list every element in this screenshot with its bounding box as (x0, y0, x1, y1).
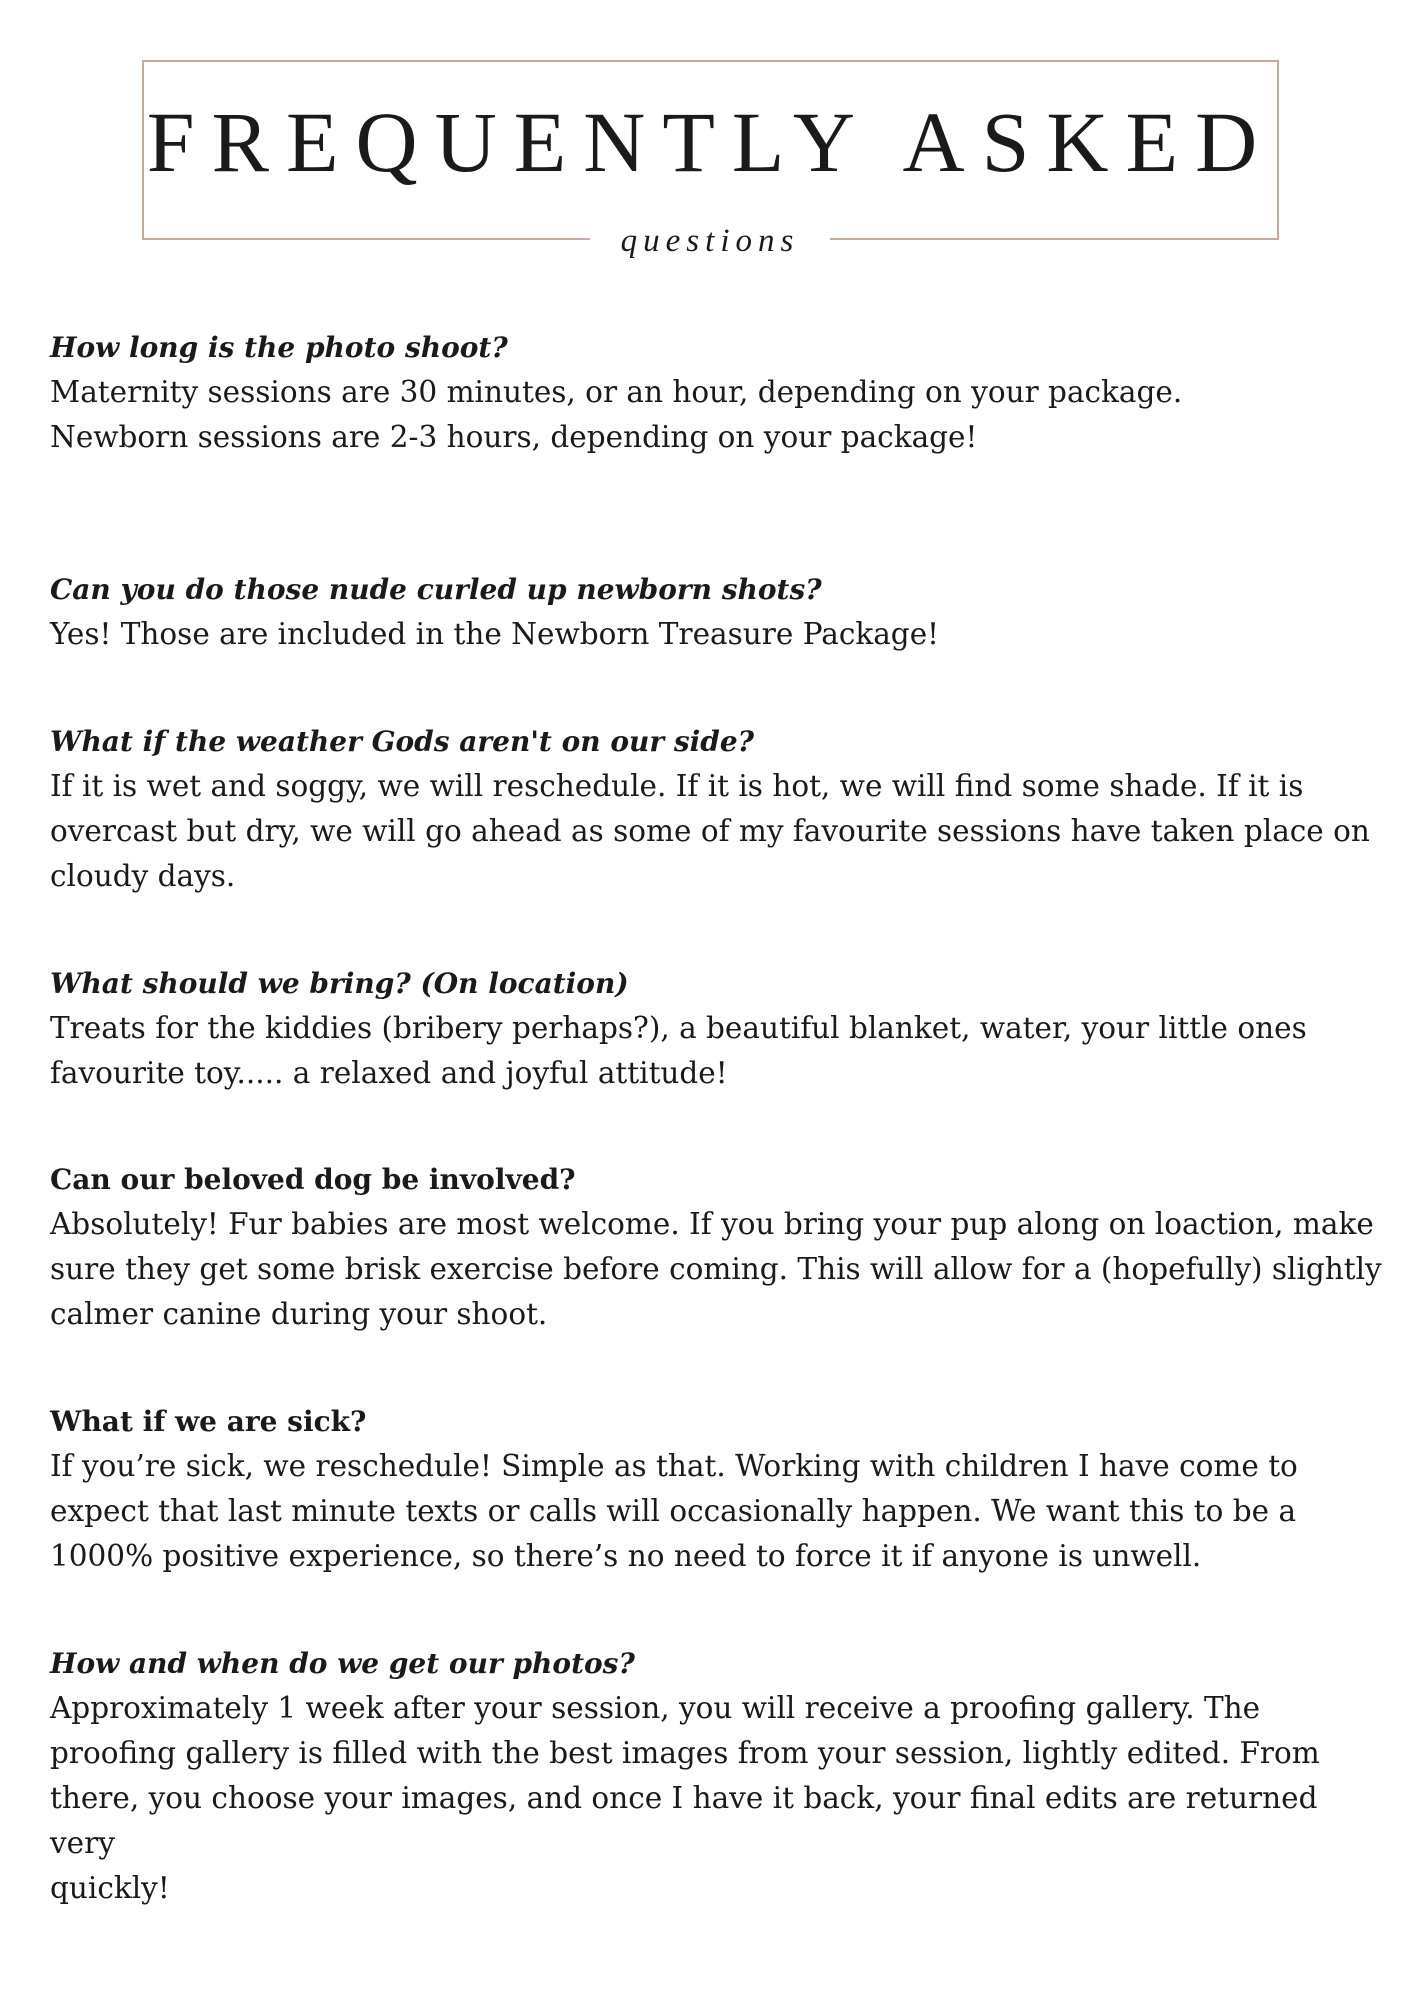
faq-answer-line: Treats for the kiddies (bribery perhaps?), a beautiful blanket, water, your little ones (50, 1011, 1307, 1045)
faq-answer-line: there, you choose your images, and once I have it back, your final edits are returned very (50, 1781, 1318, 1860)
faq-answer-line: cloudy days. (50, 859, 236, 893)
faq-question: Can our beloved dog be involved? (50, 1163, 576, 1196)
faq-answer-line: If you’re sick, we reschedule! Simple as that. Working with children I have come to (50, 1449, 1298, 1483)
faq-item-weather (50, 720, 1390, 899)
faq-item-what-to-bring (50, 962, 1390, 1096)
faq-answer-line: overcast but dry, we will go ahead as some of my favourite sessions have taken place on (50, 814, 1370, 848)
faq-item-shoot-length (50, 326, 1390, 460)
faq-question: Can you do those nude curled up newborn shots? (50, 573, 822, 606)
faq-item-sick (50, 1400, 1390, 1579)
faq-answer-line: 1000% positive experience, so there’s no need to force it if anyone is unwell. (50, 1539, 1202, 1573)
faq-answer-line: calmer canine during your shoot. (50, 1297, 548, 1331)
faq-answer-line: sure they get some brisk exercise before coming. This will allow for a (hopefully) slightly (50, 1252, 1382, 1286)
faq-answer-line: Absolutely! Fur babies are most welcome. If you bring your pup along on loaction, make (50, 1207, 1374, 1241)
faq-answer-line: quickly! (50, 1871, 170, 1905)
faq-question: What if we are sick? (50, 1405, 367, 1438)
faq-item-newborn-shots (50, 568, 1390, 657)
faq-item-photo-delivery (50, 1642, 1390, 1911)
faq-answer-line: expect that last minute texts or calls will occasionally happen. We want this to be a (50, 1494, 1297, 1528)
faq-question: What should we bring? (On location) (50, 967, 629, 1000)
faq-answer-line: Newborn sessions are 2-3 hours, depending on your package! (50, 420, 978, 454)
faq-question: How and when do we get our photos? (50, 1647, 635, 1680)
faq-answer-line: Maternity sessions are 30 minutes, or an hour, depending on your package. (50, 375, 1183, 409)
faq-answer-line: favourite toy..... a relaxed and joyful attitude! (50, 1056, 728, 1090)
faq-item-dog (50, 1158, 1390, 1337)
faq-question: How long is the photo shoot? (50, 331, 508, 364)
faq-answer-line: If it is wet and soggy, we will reschedule. If it is hot, we will find some shade. If it is (50, 769, 1304, 803)
faq-answer-line: Approximately 1 week after your session, you will receive a proofing gallery. The (50, 1691, 1261, 1725)
page-subtitle: questions (590, 218, 830, 266)
faq-question: What if the weather Gods aren't on our side? (50, 725, 755, 758)
faq-answer-line: Yes! Those are included in the Newborn Treasure Package! (50, 617, 940, 651)
faq-answer-line: proofing gallery is filled with the best images from your session, lightly edited. From (50, 1736, 1320, 1770)
page-title: FREQUENTLY ASKED (146, 94, 1275, 190)
